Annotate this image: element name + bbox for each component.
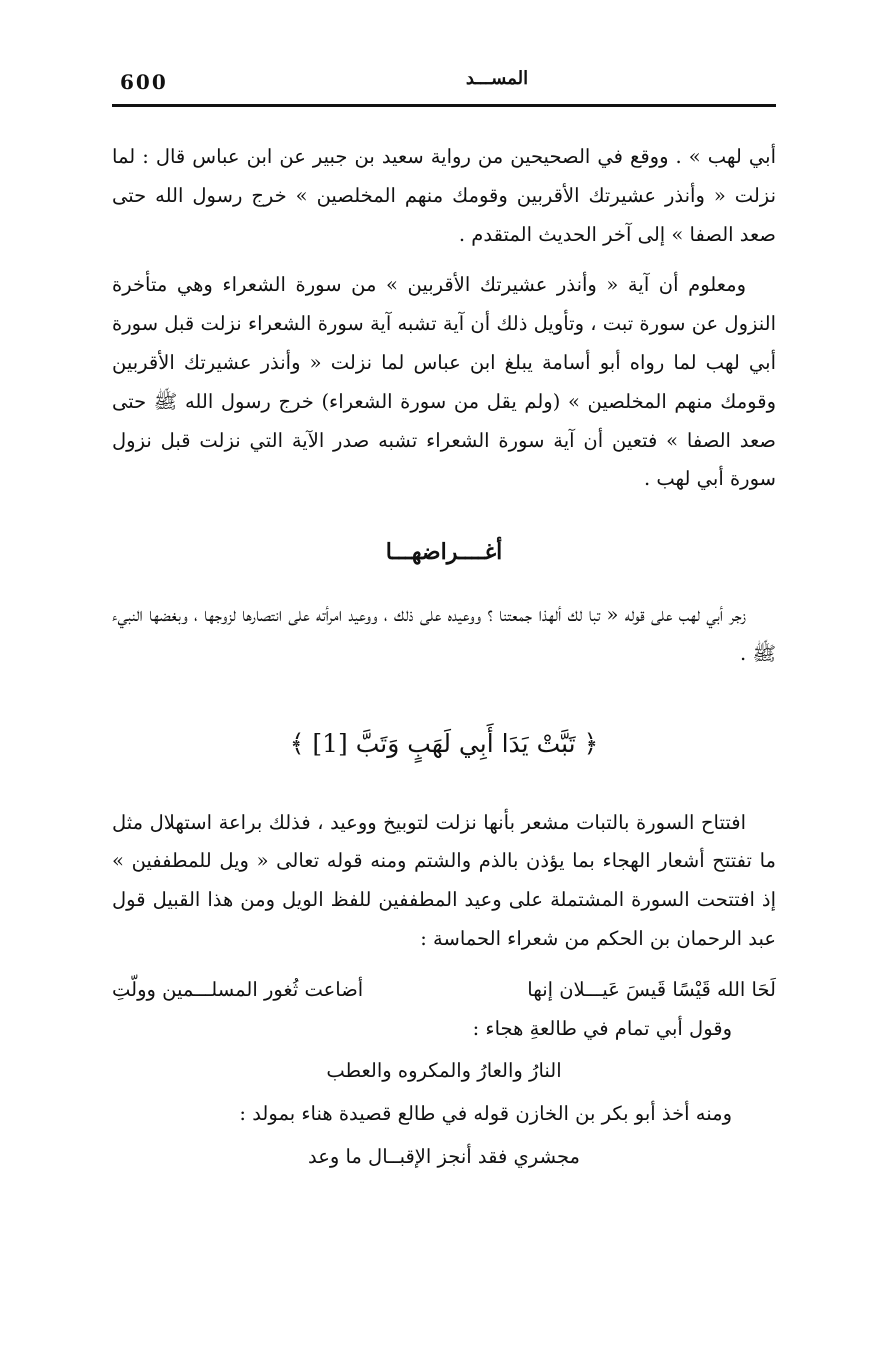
khazin-verse: مجشري فقد أنجز الإقبــال ما وعد [307, 1144, 580, 1168]
paragraph-interpretation: ومعلوم أن آية « وأنذر عشيرتك الأقربين » من سورة الشعراء وهي متأخرة النزول عن سورة تبت ، وتأويل ذلك أن آية تشبه آية سورة الشعراء نزلت قبل سورة أبي لهب لما رواه أبو أسامة يبلغ ابن عباس لما نزلت « وأنذر عشيرتك الأقربين وقومك منهم المخلصين » (ولم يقل من سورة الشعراء) خرج رسول الله ﷺ حتى صعد الصفا » فتعين أن آية سورة الشعراء تشبه صدر الآية التي نزلت قبل نزول سورة أبي لهب . [112, 273, 776, 491]
abu-tammam-intro: وقول أبي تمام في طالعةِ هجاء : [472, 1016, 732, 1040]
page-header [112, 68, 776, 102]
poem-line [112, 971, 776, 1010]
page-number: 600 [120, 70, 168, 94]
page-body [112, 138, 776, 1177]
paragraph-purposes: زجر أبي لهب على قوله « تبا لك ألهذا جمعتنا ؟ ووعيده على ذلك ، ووعيد امرأته على انتصارها لزوجها ، وبغضها النبيء ﷺ . [112, 602, 776, 665]
section-heading: أغــــراضهـــا [385, 539, 503, 566]
poem-second-hemistich: أضاعت ثُغور المسلـــمين وولّتِ [112, 977, 364, 1001]
paragraph-commentary: افتتاح السورة بالتبات مشعر بأنها نزلت لتوبيخ ووعيد ، فذلك براعة استهلال مثل ما تفتتح أشعار الهجاء بما يؤذن بالذم والشتم ومنه قوله تعالى « ويل للمطففين » إذ افتتحت السورة المشتملة على وعيد المطففين للفظ الويل ومن هذا القبيل قول عبد الرحمان بن الحكم من شعراء الحماسة : [112, 810, 776, 950]
running-title: المســـد [465, 68, 529, 89]
quran-verse: ﴿ تَبَّتْ يَدَا أَبِي لَهَبٍ وَتَبَّ [1] ﴾ [289, 728, 599, 758]
khazin-intro: ومنه أخذ أبو بكر بن الخازن قوله في طالع قصيدة هناء بمولد : [239, 1102, 732, 1126]
header-rule [112, 104, 776, 107]
paragraph-hadith: أبي لهب » . ووقع في الصحيحين من رواية سعيد بن جبير عن ابن عباس قال : لما نزلت « وأنذر عشيرتك الأقربين وقومك منهم المخلصين » خرج رسول الله حتى صعد الصفا » إلى آخر الحديث المتقدم . [112, 145, 776, 246]
abu-tammam-verse: النارُ والعارُ والمكروه والعطب [326, 1059, 562, 1083]
poem-first-hemistich: لَحَا الله قَيْسًا قَيسَ عَيـــلان إنها [527, 977, 776, 1001]
